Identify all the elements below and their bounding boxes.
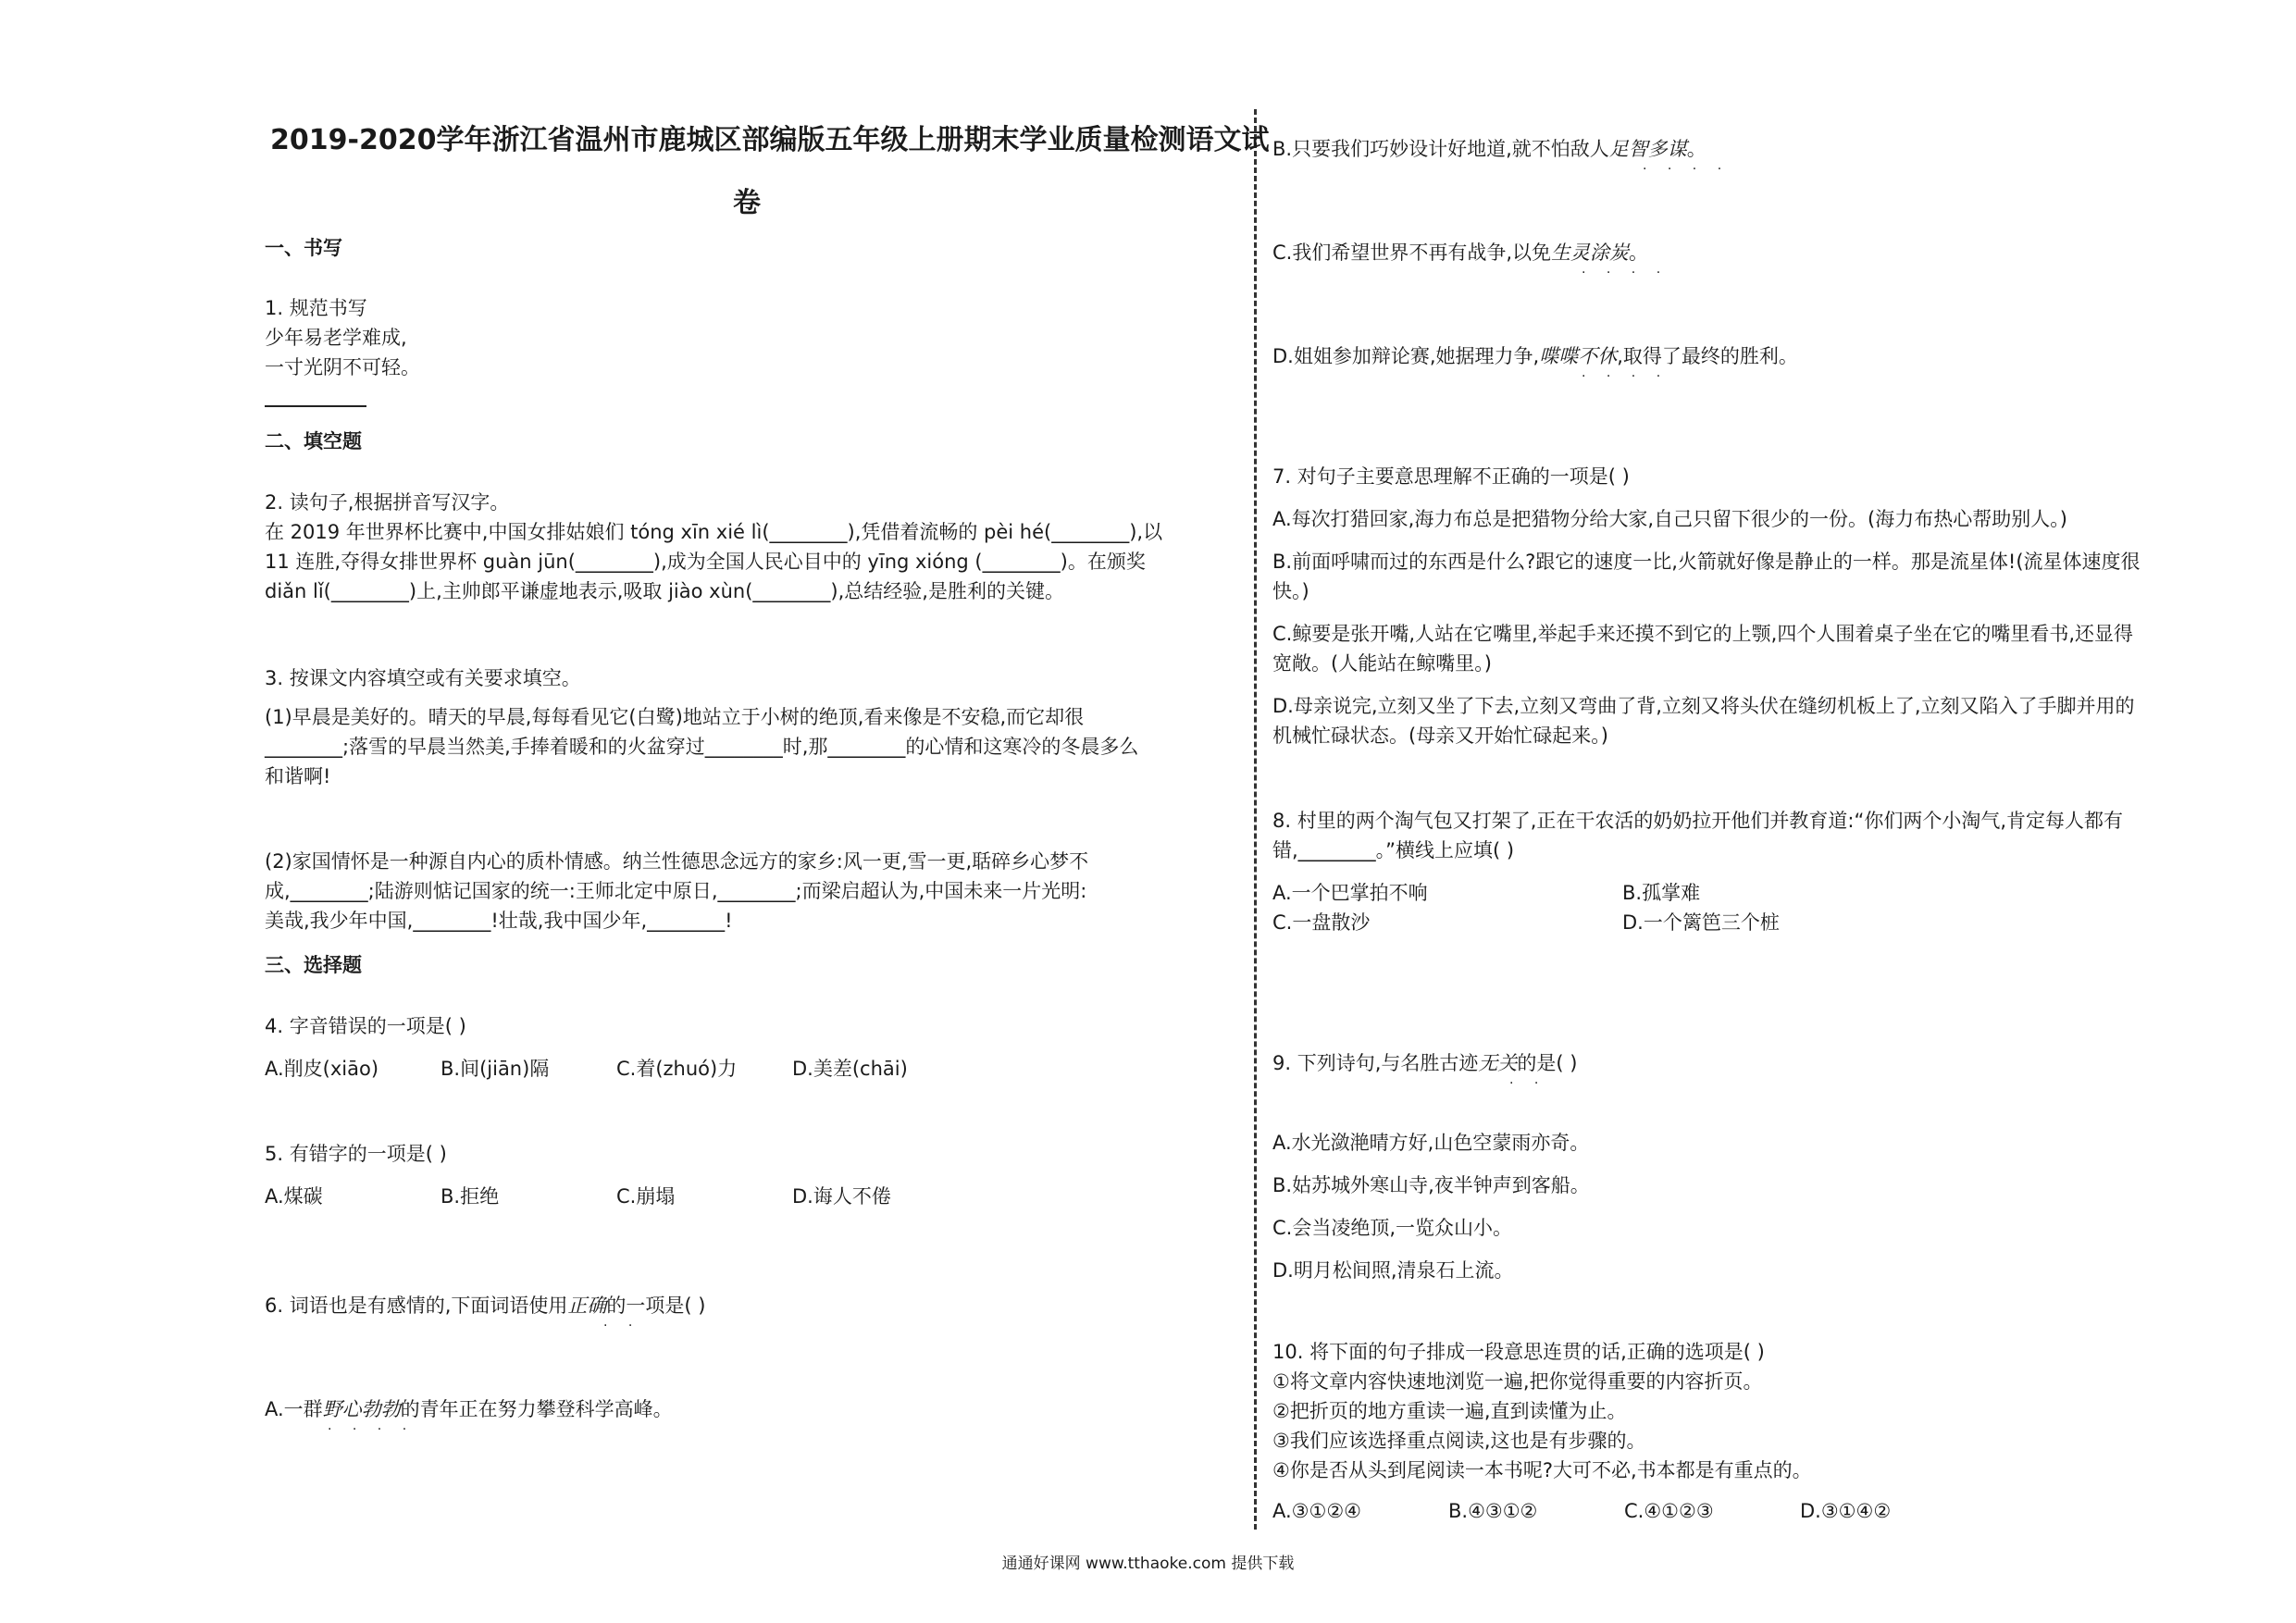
q6-option-b-text: B.只要我们巧妙设计好地道,就不怕敌人 [1272,138,1609,160]
q7-option-b[interactable]: B.前面呼啸而过的东西是什么?跟它的速度一比,火箭就好像是静止的一样。那是流星体!(流星体速度很 [1272,551,2141,573]
q6-option-d-text: D.姐姐参加辩论赛,她据理力争, [1272,345,1540,367]
q8-option-d[interactable]: D.一个篱笆三个桩 [1622,911,1780,934]
q6-option-b[interactable] [1272,137,1706,161]
q9-option-c[interactable]: C.会当凌绝顶,一览众山小。 [1272,1217,1513,1239]
q6-option-a-text: A.一群 [265,1398,323,1420]
q10-option-b[interactable]: B.④③①② [1448,1500,1538,1522]
section-heading-choice: 三、选择题 [265,954,362,976]
q3-p1-line3: 和谐啊! [265,765,331,787]
q6-option-a-dots: · · · · [328,1422,416,1437]
q6-emphasis-dots: · · [603,1319,641,1333]
q6-option-b-word: 足智多谋 [1608,138,1687,160]
q9-emphasis-dots: · · [1509,1076,1547,1091]
q6-emphasis-word: 正确 [567,1295,607,1317]
q7-option-c[interactable]: C.鲸要是张开嘴,人站在它嘴里,举起手来还摸不到它的上颚,四个人围着桌子坐在它的嘴里看书,还显得 [1272,623,2134,645]
column-divider [1254,109,1257,1530]
q3-p2-line1: (2)家国情怀是一种源自内心的质朴情感。纳兰性德思念远方的家乡:风一更,雪一更,聒碎乡心梦不 [265,850,1089,873]
q8-option-a[interactable]: A.一个巴掌拍不响 [1272,882,1428,904]
q4-option-c[interactable]: C.着(zhuó)力 [616,1058,738,1080]
q10-sentence-3: ③我们应该选择重点阅读,这也是有步骤的。 [1272,1430,1646,1452]
q9-option-b[interactable]: B.姑苏城外寒山寺,夜半钟声到客船。 [1272,1174,1590,1196]
q9-option-d[interactable]: D.明月松间照,清泉石上流。 [1272,1259,1514,1282]
page-title: 2019-2020学年浙江省温州市鹿城区部编版五年级上册期末学业质量检测语文试 [270,124,1270,156]
q9-label-text: 9. 下列诗句,与名胜古迹 [1272,1052,1479,1074]
q3-label: 3. 按课文内容填空或有关要求填空。 [265,667,581,689]
q10-option-c[interactable]: C.④①②③ [1624,1500,1714,1522]
q3-p2-line2: 成,________;陆游则惦记国家的统一:王师北定中原日,________;而梁启超认为,中国未来一片光明: [265,880,1087,902]
q2-line1: 在 2019 年世界杯比赛中,中国女排姑娘们 tóng xīn xié lì(________),凭借着流畅的 pèi hé(________),以 [265,521,1163,543]
q6-option-a-tail: 的青年正在努力攀登科学高峰。 [400,1398,673,1420]
q9-option-a[interactable]: A.水光潋滟晴方好,山色空蒙雨亦奇。 [1272,1132,1590,1154]
q3-p1-line2: ________;落雪的早晨当然美,手捧着暖和的火盆穿过________时,那________的心情和这寒冷的冬晨多么 [265,736,1139,758]
q2-line2: 11 连胜,夺得女排世界杯 guàn jūn(________),成为全国人民心目中的 yīng xióng (________)。在颁奖 [265,551,1146,573]
q10-sentence-4: ④你是否从头到尾阅读一本书呢?大可不必,书本都是有重点的。 [1272,1459,1812,1481]
q2-line3: diǎn lǐ(________)上,主帅郎平谦虚地表示,吸取 jiào xùn(________),总结经验,是胜利的关键。 [265,580,1064,602]
q4-label: 4. 字音错误的一项是( ) [265,1015,466,1037]
q6-option-a[interactable] [265,1397,673,1421]
q6-option-b-dots: · · · · [1643,162,1731,177]
q10-sentence-1: ①将文章内容快速地浏览一遍,把你觉得重要的内容折页。 [1272,1370,1763,1393]
q5-option-c[interactable]: C.崩塌 [616,1185,676,1208]
q8-line1: 8. 村里的两个淘气包又打架了,正在干农活的奶奶拉开他们并教育道:“你们两个小淘气,肯定每人都有 [1272,810,2124,832]
q5-option-d[interactable]: D.诲人不倦 [792,1185,891,1208]
q10-option-a[interactable]: A.③①②④ [1272,1500,1361,1522]
q7-option-a[interactable]: A.每次打猎回家,海力布总是把猎物分给大家,自己只留下很少的一份。(海力布热心帮助别人。) [1272,508,2067,530]
q6-option-d-tail: ,取得了最终的胜利。 [1617,345,1798,367]
q2-label: 2. 读句子,根据拼音写汉字。 [265,491,510,514]
q6-option-a-word: 野心勃勃 [322,1398,401,1420]
q1-line2: 一寸光阴不可轻。 [265,356,420,378]
q6-option-c-dots: · · · · [1582,266,1669,280]
page-title-cont: 卷 [733,187,761,219]
q5-option-a[interactable]: A.煤碳 [265,1185,323,1208]
q6-option-d-word: 喋喋不休 [1539,345,1618,367]
q6-option-b-tail: 。 [1686,138,1706,160]
q7-option-b-cont[interactable]: 快。) [1272,580,1309,602]
footer-credit: 通通好课网 www.tthaoke.com 提供下载 [1001,1555,1295,1573]
q9-label-tail: 的是( ) [1517,1052,1578,1074]
q6-label-text: 6. 词语也是有感情的,下面词语使用 [265,1295,568,1317]
q9-emphasis-word: 无关 [1478,1052,1518,1074]
q6-option-c-word: 生灵涂炭 [1551,242,1630,264]
q10-label: 10. 将下面的句子排成一段意思连贯的话,正确的选项是( ) [1272,1341,1765,1363]
q8-option-c[interactable]: C.一盘散沙 [1272,911,1371,934]
q5-label: 5. 有错字的一项是( ) [265,1143,447,1165]
q5-option-b[interactable]: B.拒绝 [441,1185,500,1208]
q1-line1: 少年易老学难成, [265,327,407,349]
q6-label-tail: 的一项是( ) [606,1295,706,1317]
q7-label: 7. 对句子主要意思理解不正确的一项是( ) [1272,465,1630,488]
q6-option-d-dots: · · · · [1582,369,1669,384]
q6-option-d[interactable] [1272,344,1798,368]
q7-option-d-cont[interactable]: 机械忙碌状态。(母亲又开始忙碌起来。) [1272,725,1608,747]
q1-label: 1. 规范书写 [265,297,367,319]
q7-option-c-cont[interactable]: 宽敞。(人能站在鲸嘴里。) [1272,652,1492,675]
q4-option-b[interactable]: B.间(jiān)隔 [441,1058,550,1080]
q8-option-b[interactable]: B.孤掌难 [1622,882,1701,904]
q6-option-c-text: C.我们希望世界不再有战争,以免 [1272,242,1552,264]
q4-option-a[interactable]: A.削皮(xiāo) [265,1058,379,1080]
q3-p1-line1: (1)早晨是美好的。晴天的早晨,每每看见它(白鹭)地站立于小树的绝顶,看来像是不安稳,而它却很 [265,706,1085,728]
q10-option-d[interactable]: D.③①④② [1800,1500,1892,1522]
q1-answer-line[interactable] [265,405,366,407]
q10-sentence-2: ②把折页的地方重读一遍,直到读懂为止。 [1272,1400,1627,1422]
q4-option-d[interactable]: D.美差(chāi) [792,1058,908,1080]
q7-option-d[interactable]: D.母亲说完,立刻又坐了下去,立刻又弯曲了背,立刻又将头伏在缝纫机板上了,立刻又陷入了手脚并用的 [1272,695,2135,717]
section-heading-writing: 一、书写 [265,237,342,259]
section-heading-fill: 二、填空题 [265,430,362,452]
q3-p2-line3: 美哉,我少年中国,________!壮哉,我中国少年,________! [265,910,733,932]
q8-line2: 错,________。”横线上应填( ) [1272,839,1515,861]
q6-option-c-tail: 。 [1629,242,1649,264]
